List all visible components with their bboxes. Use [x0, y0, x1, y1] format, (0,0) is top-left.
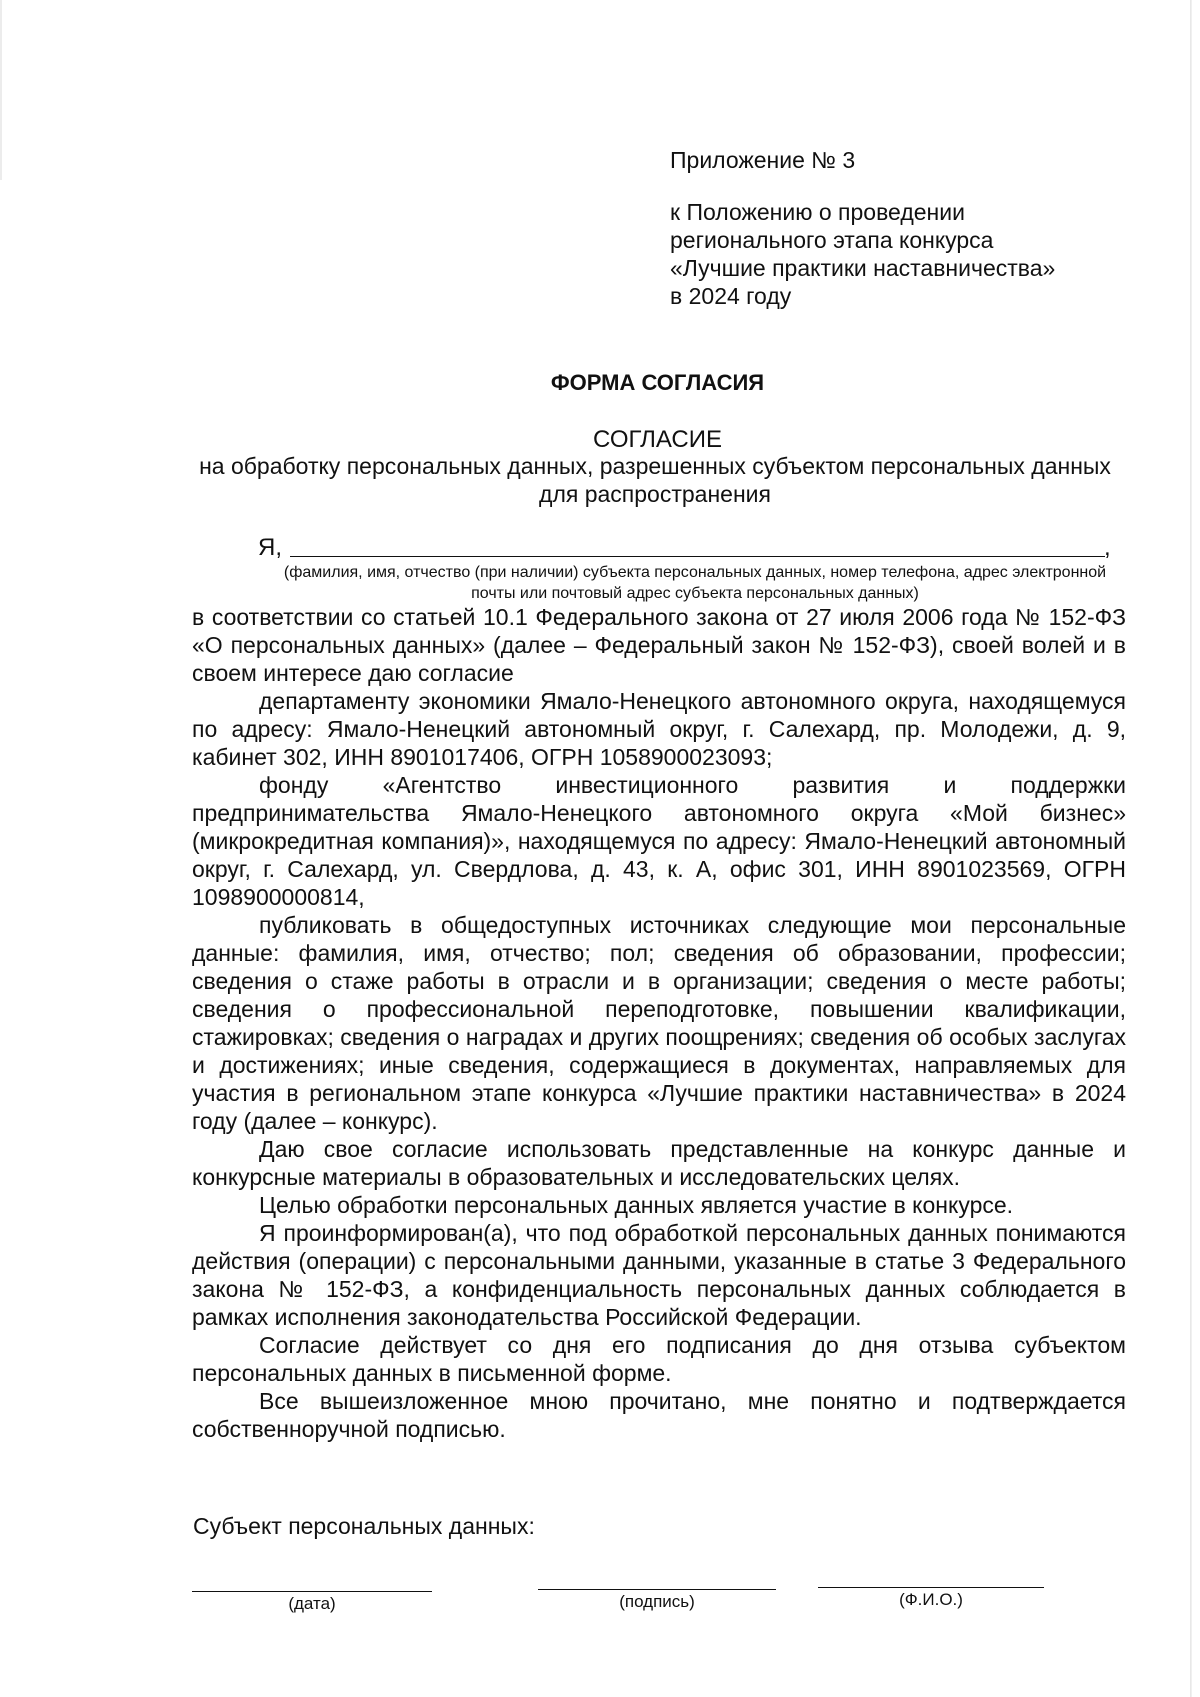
fill-line-hint: (фамилия, имя, отчество (при наличии) субъекта персональных данных, номер телефона, адрес электронной почты или почтовый адрес субъекта персональных данных) [283, 564, 1107, 602]
paragraph: фонду «Агентство инвестиционного развития и поддержки предпринимательства Ямало-Ненецкого автономного округа «Мой бизнес» (микрокредитная компания)», находящемуся по адресу: Ямало-Ненецкий автономный округ, г. Салехард, ул. Свердлова, д. 43, к. А, офис 301, ИНН 8901023569, ОГРН 1098900000814, [192, 772, 1126, 910]
scan-edge-right [1190, 0, 1192, 1697]
appendix-line: в 2024 году [670, 283, 792, 309]
fio-label: (Ф.И.О.) [899, 1590, 963, 1609]
date-field[interactable] [192, 1591, 432, 1614]
paragraph: в соответствии со статьей 10.1 Федерального закона от 27 июля 2006 года № 152-ФЗ «О персональных данных» (далее – Федеральный закон № 152-ФЗ), своей волей и в своем интересе даю согласие [192, 604, 1126, 686]
signature-field[interactable] [538, 1589, 776, 1612]
consent-body [192, 603, 1126, 1443]
subject-label: Субъект персональных данных: [193, 1513, 535, 1539]
fill-line-suffix: , [1104, 534, 1111, 561]
consent-title: СОГЛАСИЕ [593, 426, 722, 453]
paragraph: департаменту экономики Ямало-Ненецкого автономного округа, находящемуся по адресу: Ямало-Ненецкий автономный округ, г. Салехард, пр. Молодежи, д. 9, кабинет 302, ИНН 8901017406, ОГРН 1058900023093; [192, 688, 1126, 770]
name-fill-field[interactable] [290, 556, 1105, 557]
scan-edge-left [0, 0, 2, 180]
signature-label: (подпись) [619, 1592, 695, 1611]
fio-field[interactable] [818, 1587, 1044, 1610]
consent-subtitle: на обработку персональных данных, разрешенных субъектом персональных данных для распространения [199, 453, 1111, 507]
appendix-block [670, 146, 1110, 310]
date-label: (дата) [288, 1594, 336, 1613]
paragraph: публиковать в общедоступных источниках следующие мои персональные данные: фамилия, имя, отчество; пол; сведения об образовании, профессии; сведения о стаже работы в отрасли и в организации; сведения о месте работы; сведения о профессиональной переподготовке, повышении квалификации, стажировках; сведения о наградах и других поощрениях; сведения об особых заслугах и достижениях; иные сведения, содержащиеся в документах, направляемых для участия в региональном этапе конкурса «Лучшие практики наставничества» в 2024 году (далее – конкурс). [192, 912, 1126, 1134]
appendix-line: к Положению о проведении [670, 199, 965, 225]
fill-line-prefix: Я, [258, 534, 282, 561]
paragraph: Я проинформирован(а), что под обработкой персональных данных понимаются действия (операции) с персональными данными, указанные в статье 3 Федерального закона № 152-ФЗ, а конфиденциальность персональных данных соблюдается в рамках исполнения законодательства Российской Федерации. [192, 1220, 1126, 1330]
appendix-line: регионального этапа конкурса [670, 227, 994, 253]
paragraph: Даю свое согласие использовать представленные на конкурс данные и конкурсные материалы в образовательных и исследовательских целях. [192, 1136, 1126, 1190]
paragraph: Согласие действует со дня его подписания до дня отзыва субъектом персональных данных в письменной форме. [192, 1332, 1126, 1386]
paragraph: Целью обработки персональных данных является участие в конкурсе. [259, 1192, 1014, 1218]
appendix-number: Приложение № 3 [670, 147, 856, 173]
form-title: ФОРМА СОГЛАСИЯ [550, 370, 765, 395]
paragraph: Все вышеизложенное мною прочитано, мне понятно и подтверждается собственноручной подписью. [192, 1388, 1126, 1442]
appendix-line: «Лучшие практики наставничества» [670, 255, 1056, 281]
